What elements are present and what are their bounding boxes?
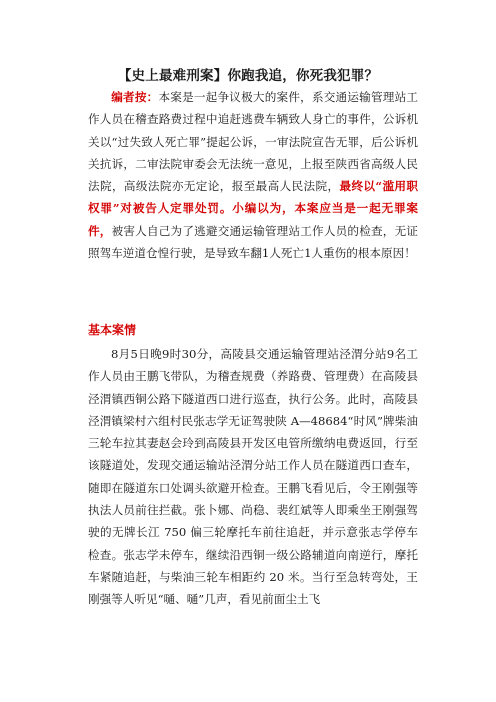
editor-note-text: 本案是一起争议极大的案件，系交通运输管理站工作人员在稽查路费过程中追赶逃费车辆致人身亡的事件，公诉机关以“过失致人死亡罪”提起公诉，一审法院宣告无罪，后公诉机关抗诉，二审法院审委会无法统一意见，上报至陕西省高级人民法院，高级法院亦无定论，报至最高人民法院， <box>88 90 418 194</box>
editor-note <box>88 86 418 264</box>
case-facts-text: 8月5日晚9时30分，高陵县交通运输管理站泾渭分站9名工作人员由王鹏飞带队，为稽查规费（养路费、管理费）在高陵县泾渭镇西铜公路下隧道西口进行巡查，执行公务。此时，高陵县泾渭镇梁村六组村民张志学无证驾驶陕 A—48684“时风”牌柴油三轮车拉其妻赵会玲到高陵县开发区电管所缴纳电费返回，行至该隧道处，发现交通运输站泾渭分站工作人员在隧道西口查车，随即在隧道东口处调头欲避开检查。王鹏飞看见后，令王刚强等执法人员前往拦截。张卜娜、尚稳、裴红斌等人即乘坐王刚强驾驶的无牌长江 750 偏三轮摩托车前往追赶，并示意张志学停车检查。张志学未停车，继续沿西铜一级公路辅道向南逆行，摩托车紧随追赶，与柴油三轮车相距约 20 米。当行至急转弯处，王刚强等人听见“嗵、嗵”几声，看见前面尘土飞 <box>88 347 418 607</box>
editor-note-emphasis: 最终以“滥用职权罪”对被告人定罪处罚。小编以为，本案应当是一起无罪案件， <box>88 179 418 238</box>
article-title: 【史上最难刑案】你跑我追，你死我犯罪？ <box>117 68 379 84</box>
editor-note-conclusion: 被害人自己为了逃避交通运输管理站工作人员的检查，无证照驾车逆道仓惶行驶，是导致车翻1人死亡1人重伤的根本原因！ <box>88 223 418 261</box>
case-facts-paragraph <box>88 343 418 611</box>
editor-note-label: 编者按： <box>111 90 159 104</box>
section-heading: 基本案情 <box>88 323 137 337</box>
